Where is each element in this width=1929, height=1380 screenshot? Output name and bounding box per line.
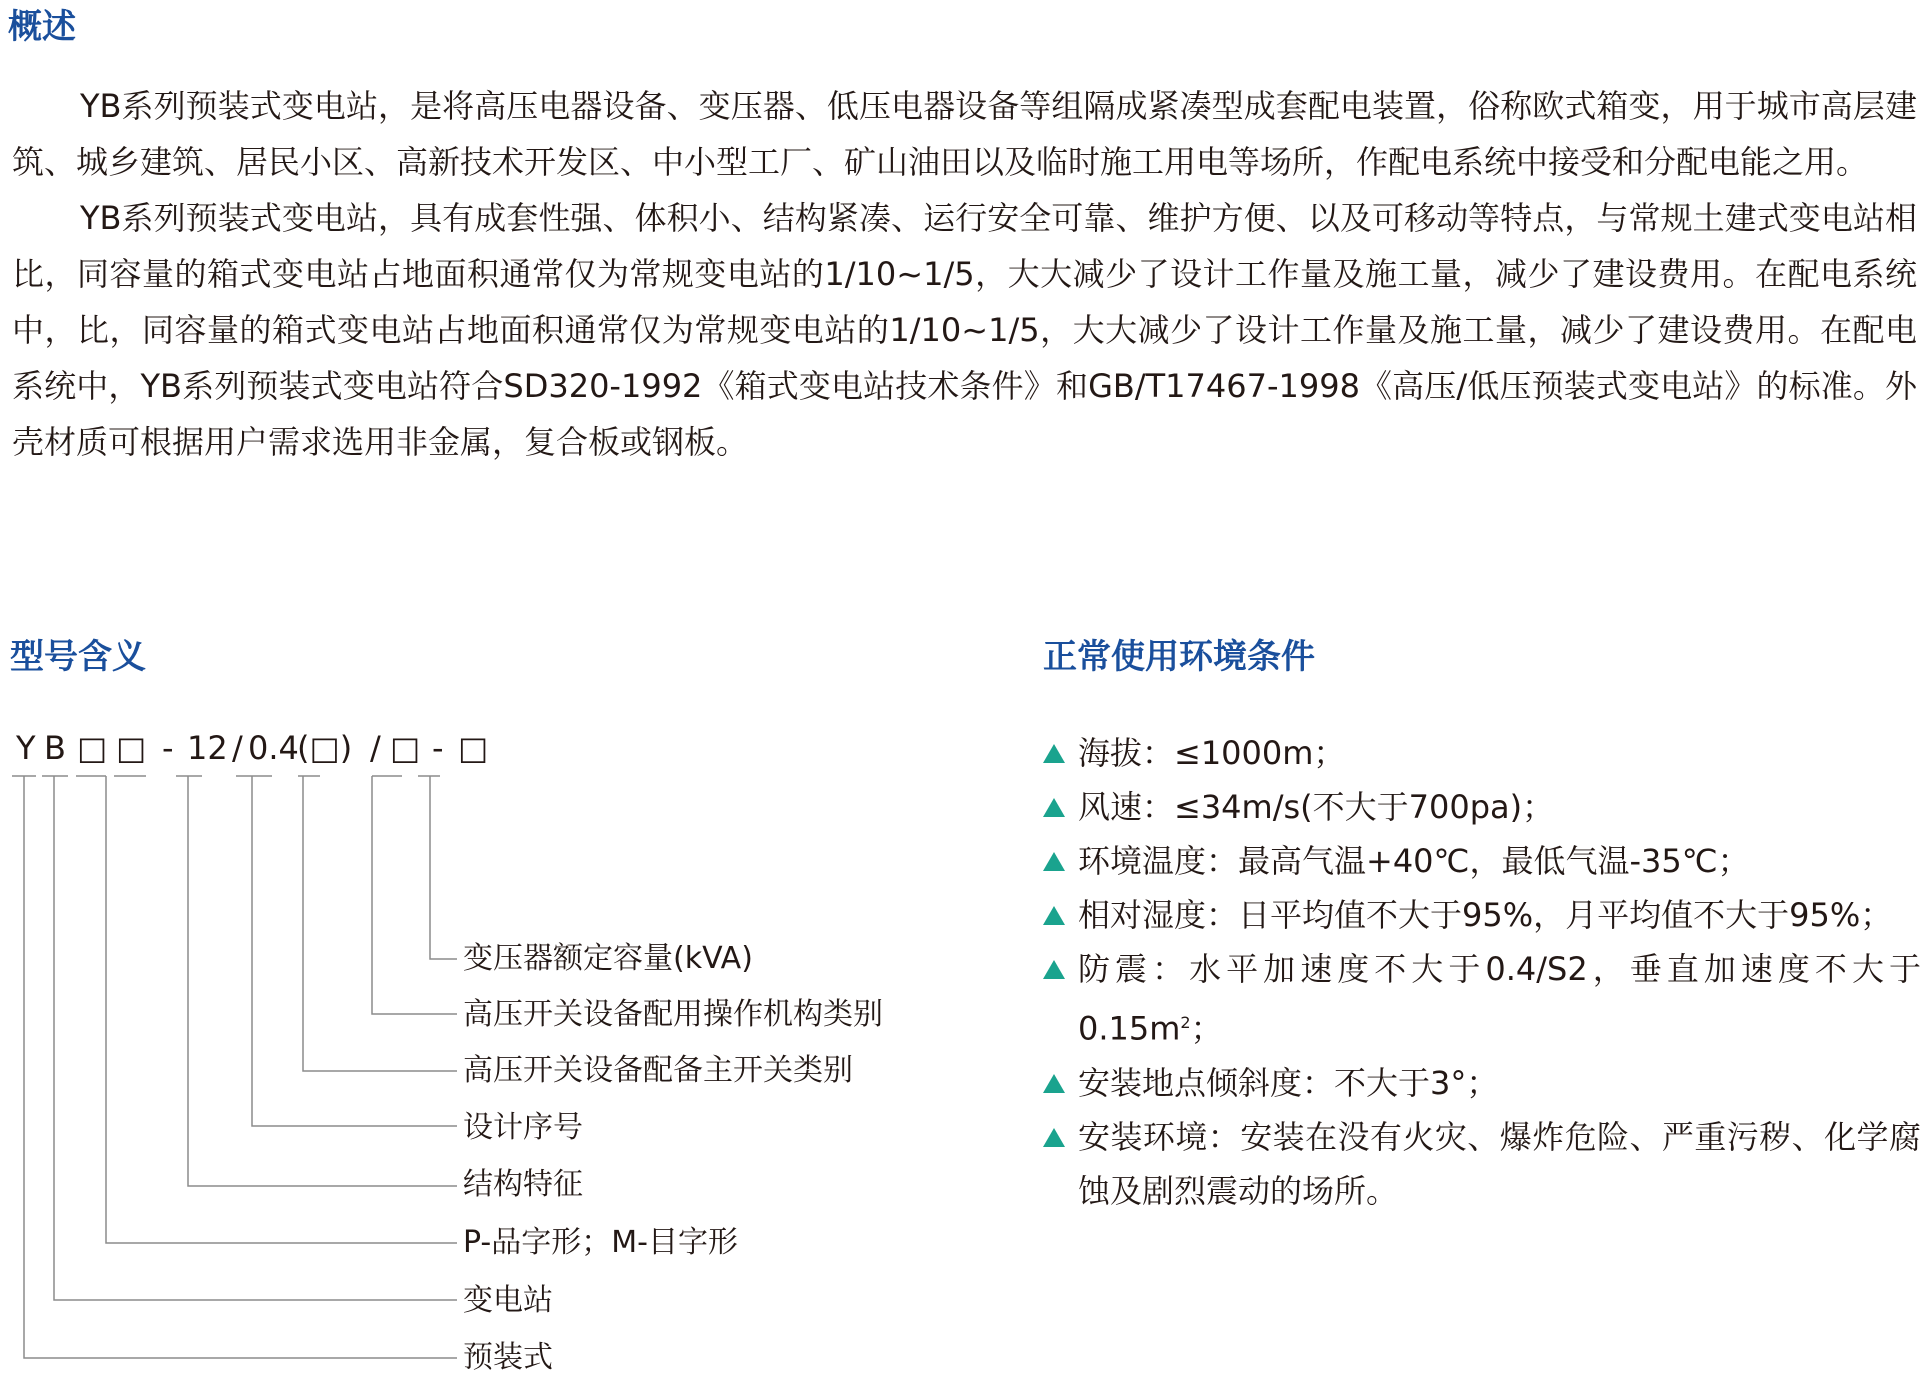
triangle-up-icon [1043,960,1065,979]
model-token: □ [116,729,147,767]
triangle-up-icon [1043,744,1065,763]
triangle-up-icon [1043,906,1065,925]
environment-item-installation: 安装环境：安装在没有火灾、爆炸危险、严重污秽、化学腐蚀及剧烈震动的场所。 [1041,1110,1921,1218]
environment-list [1041,726,1921,1218]
model-token: (□) [297,729,353,767]
model-token: B [44,729,66,767]
model-token: Y [16,729,36,767]
overview-paragraph: YB系列预装式变电站，具有成套性强、体积小、结构紧凑、运行安全可靠、维护方便、以及可移动等特点，与常规土建式变电站相比，同容量的箱式变电站占地面积通常仅为常规变电站的1/10~1/5，大大减少了设计工作量及施工量，减少了建设费用。在配电系统中，比，同容量的箱式变电站占地面积通常仅为常规变电站的1/10~1/5，大大减少了设计工作量及施工量，减少了建设费用。在配电系统中，YB系列预装式变电站符合SD320-1992《箱式变电站技术条件》和GB/T17467-1998《高压/低压预装式变电站》的标准。外壳材质可根据用户需求选用非金属，复合板或钢板。 [12,199,1917,461]
model-label-design-number: 设计序号 [463,1110,583,1145]
model-token: / [370,729,381,767]
model-token: - [162,729,174,767]
model-token: 0.4 [248,729,299,767]
model-heading: 型号含义 [10,637,146,677]
model-label-capacity: 变压器额定容量(kVA) [463,941,753,976]
model-label-operating-mechanism: 高压开关设备配用操作机构类别 [463,997,883,1032]
model-token: 12 [187,729,228,767]
overview-paragraph: YB系列预装式变电站，是将高压电器设备、变压器、低压电器设备等组隔成紧凑型成套配电装置，俗称欧式箱变，用于城市高层建筑、城乡建筑、居民小区、高新技术开发区、中小型工厂、矿山油田以及临时施工用电等场所，作配电系统中接受和分配电能之用。 [12,87,1917,181]
model-label-layout-type: P-品字形；M-目字形 [463,1225,738,1260]
model-label-main-switch: 高压开关设备配备主开关类别 [463,1053,853,1088]
environment-item-temperature: 环境温度：最高气温+40℃，最低气温-35℃； [1041,834,1921,888]
triangle-up-icon [1043,852,1065,871]
environment-heading: 正常使用环境条件 [1043,637,1315,677]
triangle-up-icon [1043,1128,1065,1147]
model-token: □ [390,729,421,767]
model-token: □ [458,729,489,767]
environment-item-seismic: 防震：水平加速度不大于0.4/S2，垂直加速度不大于$0.15m^2$； [1041,942,1921,1056]
environment-item-inclination: 安装地点倾斜度：不大于3°； [1041,1056,1921,1110]
environment-item-wind-speed: 风速：≤34m/s(不大于700pa)； [1041,780,1921,834]
environment-item-humidity: 相对湿度：日平均值不大于95%，月平均值不大于95%； [1041,888,1921,942]
model-label-substation: 变电站 [463,1283,553,1318]
triangle-up-icon [1043,1074,1065,1093]
model-token: / [232,729,243,767]
overview-heading: 概述 [8,7,76,47]
model-label-structure: 结构特征 [463,1167,583,1202]
model-token: □ [77,729,108,767]
model-label-prefabricated: 预装式 [463,1340,553,1375]
environment-item-altitude: 海拔：≤1000m； [1041,726,1921,780]
model-token: - [432,729,444,767]
triangle-up-icon [1043,798,1065,817]
